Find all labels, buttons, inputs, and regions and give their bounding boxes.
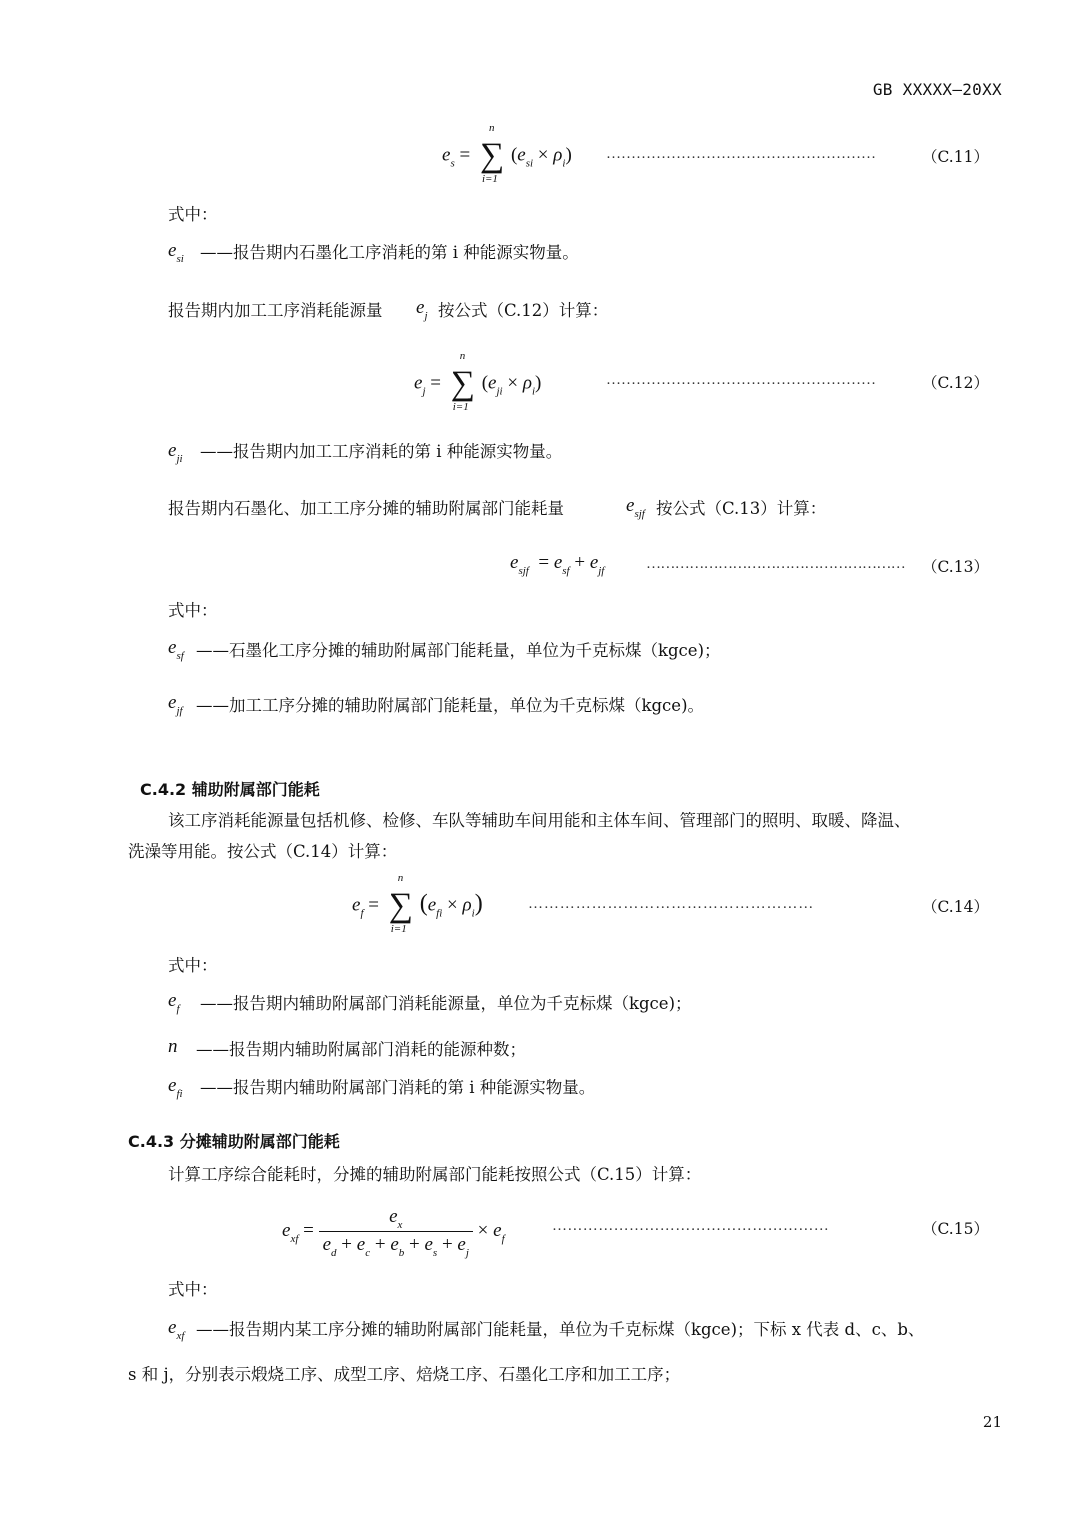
symbol-esf: $e_{sf}$ xyxy=(168,637,184,662)
equation-c14: $e_f$ = n ∑ i=1 $(e_{fi} \times \rho_i)$ xyxy=(352,872,483,935)
where-label: 式中： xyxy=(168,205,218,224)
ef-definition: ——报告期内辅助附属部门消耗能源量，单位为千克标煤（kgce)； xyxy=(200,994,692,1013)
symbol-ej: $e_j$ xyxy=(416,297,428,322)
c42-paragraph-line1: 该工序消耗能源量包括机修、检修、车队等辅助车间用能和主体车间、管理部门的照明、取暖、降温、 xyxy=(168,811,911,830)
n-definition: ——报告期内辅助附属部门消耗的能源种数； xyxy=(196,1040,526,1059)
where-label: 式中： xyxy=(168,601,218,620)
equation-c11: $e_s$ = n ∑ i=1 $(e_{si} \times \rho_i)$ xyxy=(442,122,572,185)
leader-dots: ……………………………………………… xyxy=(552,1218,830,1234)
where-label: 式中： xyxy=(168,1280,218,1299)
fraction: $\frac{e_x}{e_d + e_c + e_b + e_s + e_j}$ xyxy=(319,1206,473,1259)
symbol-ef: $e_f$ xyxy=(168,990,180,1015)
symbol-eji: $e_{ji}$ xyxy=(168,440,183,465)
exf-definition-line2: s 和 j，分别表示煅烧工序、成型工序、焙烧工序、石墨化工序和加工工序； xyxy=(128,1365,681,1384)
symbol-n: n xyxy=(168,1036,178,1057)
symbol-efi: $e_{fi}$ xyxy=(168,1075,183,1100)
efi-definition: ——报告期内辅助附属部门消耗的第 i 种能源实物量。 xyxy=(200,1078,596,1097)
exf-definition: ——报告期内某工序分摊的辅助附属部门能耗量，单位为千克标煤（kgce)；下标 x 代表 d、c、b、 xyxy=(196,1320,925,1339)
c43-intro: 计算工序综合能耗时，分摊的辅助附属部门能耗按照公式（C.15）计算： xyxy=(168,1165,702,1184)
esjf-intro-a: 报告期内石墨化、加工工序分摊的辅助附属部门能耗量 xyxy=(168,499,564,518)
ejf-definition: ——加工工序分摊的辅助附属部门能耗量，单位为千克标煤（kgce)。 xyxy=(196,696,705,715)
summation-symbol: n ∑ i=1 xyxy=(450,350,475,413)
leader-dots: ……………………………………………… xyxy=(528,896,815,912)
equation-number-c14: （C.14） xyxy=(922,898,989,916)
c42-paragraph-line2: 洗澡等用能。按公式（C.14）计算： xyxy=(128,842,398,861)
summation-symbol: n ∑ i=1 xyxy=(388,872,413,935)
symbol-exf: $e_{xf}$ xyxy=(168,1317,185,1342)
esf-definition: ——石墨化工序分摊的辅助附属部门能耗量，单位为千克标煤（kgce)； xyxy=(196,641,721,660)
leader-dots: ……………………………………………… xyxy=(646,556,906,572)
equation-c13: $e_{sjf} = e_{sf} + e_{jf}$ xyxy=(510,552,605,577)
page-number: 21 xyxy=(982,1413,1002,1431)
esjf-intro-b: 按公式（C.13）计算： xyxy=(656,499,827,518)
where-label: 式中： xyxy=(168,956,218,975)
equation-number-c12: （C.12） xyxy=(922,374,989,392)
standard-code-header: GB XXXXX—20XX xyxy=(872,80,1002,99)
equation-number-c11: （C.11） xyxy=(922,148,989,166)
symbol-esi: $e_{si}$ xyxy=(168,240,184,265)
ej-intro-b: 按公式（C.12）计算： xyxy=(438,301,609,320)
section-heading-c42: C.4.2 辅助附属部门能耗 xyxy=(140,780,320,799)
equation-c15: $e_{xf}$ = $\frac{e_x}{e_d + e_c + e_b + e_s + e_j}$ × $e_f$ xyxy=(282,1206,505,1259)
equation-c12: $e_j$ = n ∑ i=1 $(e_{ji} \times \rho_i)$ xyxy=(414,350,542,413)
section-heading-c43: C.4.3 分摊辅助附属部门能耗 xyxy=(128,1132,340,1151)
leader-dots: ……………………………………………… xyxy=(606,372,876,388)
symbol-esjf: $e_{sjf}$ xyxy=(626,495,645,520)
summation-symbol: n ∑ i=1 xyxy=(479,122,505,185)
leader-dots: ……………………………………………… xyxy=(606,146,876,162)
eji-definition: ——报告期内加工工序消耗的第 i 种能源实物量。 xyxy=(200,442,563,461)
ej-intro-a: 报告期内加工工序消耗能源量 xyxy=(168,301,383,320)
symbol-ejf: $e_{jf}$ xyxy=(168,692,183,717)
equation-number-c15: （C.15） xyxy=(922,1220,989,1238)
esi-definition: ——报告期内石墨化工序消耗的第 i 种能源实物量。 xyxy=(200,243,579,262)
equation-number-c13: （C.13） xyxy=(922,558,989,576)
